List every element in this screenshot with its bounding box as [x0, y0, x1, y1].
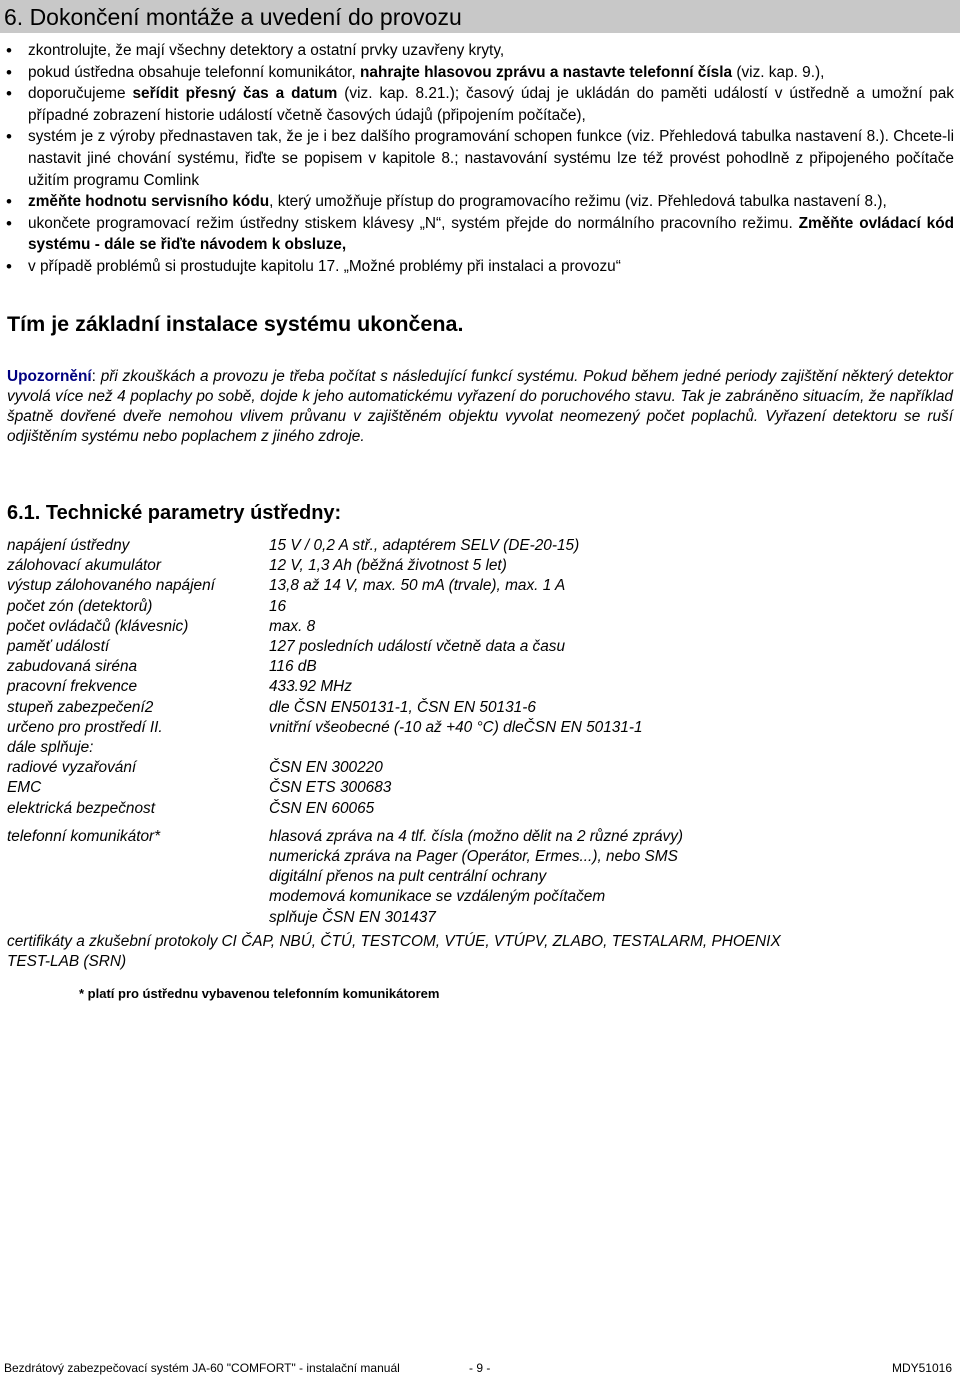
- list-item: • v případě problémů si prostudujte kapitolu 17. „Možné problémy při instalaci a provozu“: [0, 256, 954, 278]
- param-value: [269, 738, 957, 758]
- param-name: dále splňuje:: [7, 739, 94, 757]
- list-item: • ukončete programovací režim ústředny stiskem klávesy „N“, systém přejde do normálního pracovního režimu. Změňte ovládací kód systému - dále se řiďte návodem k obsluze,: [0, 213, 954, 256]
- checklist: [0, 40, 954, 278]
- param-row: [7, 617, 957, 637]
- param-row: [7, 576, 957, 596]
- param-row: [7, 536, 957, 556]
- param-name: elektrická bezpečnost: [7, 799, 155, 817]
- param-row: [7, 637, 957, 657]
- param-name: pracovní frekvence: [7, 678, 138, 696]
- list-item: • doporučujeme seřídit přesný čas a datum (viz. kap. 8.21.); časový údaj je ukládán do paměti událostí v ústředně a umožní pak případné zobrazení historie událostí včetně časových údajů (připojením počítače),: [0, 83, 954, 126]
- document-code: MDY51016: [891, 1361, 952, 1375]
- param-row: [7, 556, 957, 576]
- param-value: ČSN EN 60065: [269, 799, 375, 817]
- param-name: EMC: [7, 779, 42, 797]
- param-name: počet ovládačů (klávesnic): [7, 617, 189, 635]
- param-value: modemová komunikace se vzdáleným počítačem: [269, 888, 606, 906]
- page-footer: [4, 1361, 952, 1375]
- param-value: max. 8: [269, 617, 316, 635]
- param-value: 127 posledních událostí včetně data a času: [269, 638, 566, 656]
- param-value: dle ČSN EN50131-1, ČSN EN 50131-6: [269, 698, 536, 716]
- param-name: radiové vyzařování: [7, 759, 137, 777]
- footnote: * platí pro ústřednu vybavenou telefonním komunikátorem: [79, 986, 440, 1001]
- param-name: napájení ústředny: [7, 537, 130, 554]
- param-name: zálohovací akumulátor: [7, 557, 161, 575]
- param-row: [7, 657, 957, 677]
- parameters-table: [7, 536, 957, 972]
- param-value: digitální přenos na pult centrální ochrany: [269, 868, 547, 886]
- param-row: [7, 758, 957, 778]
- warning-note: Upozornění: při zkouškách a provozu je třeba počítat s následující funkcí systému. Pokud během jedné periody zajištění některý detektor vyvolá více než 4 poplachy po sobě, dojde k jeho automatickému vyřazení do poruchového stavu. Tak je zabráněno situacím, že například špatně dovřené dveře nemohou vlivem průvanu v zajištěném objektu vyvolat neomezený počet poplachů. Vyřazení detektoru se ruší odjištěním systému nebo poplachem z jiného zdroje.: [7, 368, 954, 445]
- spacer: [7, 819, 957, 827]
- param-row: [7, 738, 957, 758]
- page-number: - 9 -: [469, 1361, 491, 1375]
- list-item: • pokud ústředna obsahuje telefonní komunikátor, nahrajte hlasovou zprávu a nastavte telefonní čísla (viz. kap. 9.),: [0, 62, 954, 84]
- param-value: 433.92 MHz: [269, 678, 352, 696]
- param-row: [7, 718, 957, 738]
- completion-statement: Tím je základní instalace systému ukončena.: [7, 312, 464, 336]
- section-title: 6.1. Technické parametry ústředny:: [7, 502, 342, 524]
- param-value: 13,8 až 14 V, max. 50 mA (trvale), max. 1 A: [269, 577, 566, 595]
- param-row: [7, 677, 957, 697]
- param-value: numerická zpráva na Pager (Operátor, Ermes...), nebo SMS: [269, 848, 678, 866]
- chapter-header: [0, 0, 960, 33]
- param-value: vnitřní všeobecné (-10 až +40 °C) dleČSN EN 50131-1: [269, 718, 643, 736]
- warning-label: Upozornění: [7, 368, 92, 385]
- list-item: • systém je z výroby přednastaven tak, že je i bez dalšího programování schopen funkce (viz. Přehledová tabulka nastavení 8.). Chcete-li nastavit jiné chování systému, řiďte se popisem v kapitole 8.; nastavování systému lze též provést pohodlně z připojeného počítače užitím programu Comlink: [0, 126, 954, 191]
- param-name: výstup zálohovaného napájení: [7, 577, 215, 595]
- param-value: splňuje ČSN EN 301437: [269, 908, 436, 926]
- param-row: [7, 799, 957, 819]
- list-item: • zkontrolujte, že mají všechny detektory a ostatní prvky uzavřeny kryty,: [0, 40, 954, 62]
- param-name: zabudovaná siréna: [7, 658, 138, 676]
- param-row-certificates: [7, 932, 957, 952]
- param-value: ČSN EN 300220: [269, 759, 383, 777]
- param-name: certifikáty a zkušební protokoly: [7, 932, 218, 950]
- param-row: [7, 698, 957, 718]
- param-row: [7, 847, 957, 867]
- param-value: ČSN ETS 300683: [269, 779, 392, 797]
- list-item: • změňte hodnotu servisního kódu, který umožňuje přístup do programovacího režimu (viz. Přehledová tabulka nastavení 8.),: [0, 191, 954, 213]
- param-row-komunikator: [7, 827, 957, 847]
- param-value: 15 V / 0,2 A stř., adaptérem SELV (DE-20-15): [269, 537, 580, 554]
- param-row: [7, 867, 957, 887]
- param-value: 116 dB: [269, 658, 317, 676]
- chapter-title: 6. Dokončení montáže a uvedení do provozu: [4, 4, 462, 30]
- param-row: [7, 908, 957, 928]
- param-value-continued: TEST-LAB (SRN): [7, 953, 127, 971]
- warning-text: při zkouškách a provozu je třeba počítat s následující funkcí systému. Pokud během jedné periody zajištění některý detektor vyvolá více než 4 poplachy po sobě, dojde k jeho automatickému vyřazení do poruchového stavu. Tak je zabráněno situacím, že například špatně dovřené dveře nemohou vlivem průvanu v zajištěném objektu vyvolat neomezený počet poplachů. Vyřazení detektoru se ruší odjištěním systému nebo poplachem z jiného zdroje.: [7, 368, 954, 445]
- param-value: hlasová zpráva na 4 tlf. čísla (možno dělit na 2 různé zprávy): [269, 827, 684, 845]
- param-name: počet zón (detektorů): [7, 597, 153, 615]
- param-name: paměť událostí: [7, 638, 110, 656]
- param-row: [7, 778, 957, 798]
- param-name: stupeň zabezpečení2: [7, 698, 154, 716]
- param-value: CI ČAP, NBÚ, ČTÚ, TESTCOM, VTÚE, VTÚPV, ZLABO, TESTALARM, PHOENIX: [221, 932, 781, 950]
- param-value: 16: [269, 597, 287, 615]
- param-row: [7, 887, 957, 907]
- param-name: určeno pro prostředí II.: [7, 718, 163, 736]
- param-row: [7, 597, 957, 617]
- param-value: 12 V, 1,3 Ah (běžná životnost 5 let): [269, 557, 507, 575]
- footer-manual-title: Bezdrátový zabezpečovací systém JA-60 "COMFORT" - instalační manuál: [4, 1361, 400, 1375]
- param-name: telefonní komunikátor*: [7, 827, 161, 845]
